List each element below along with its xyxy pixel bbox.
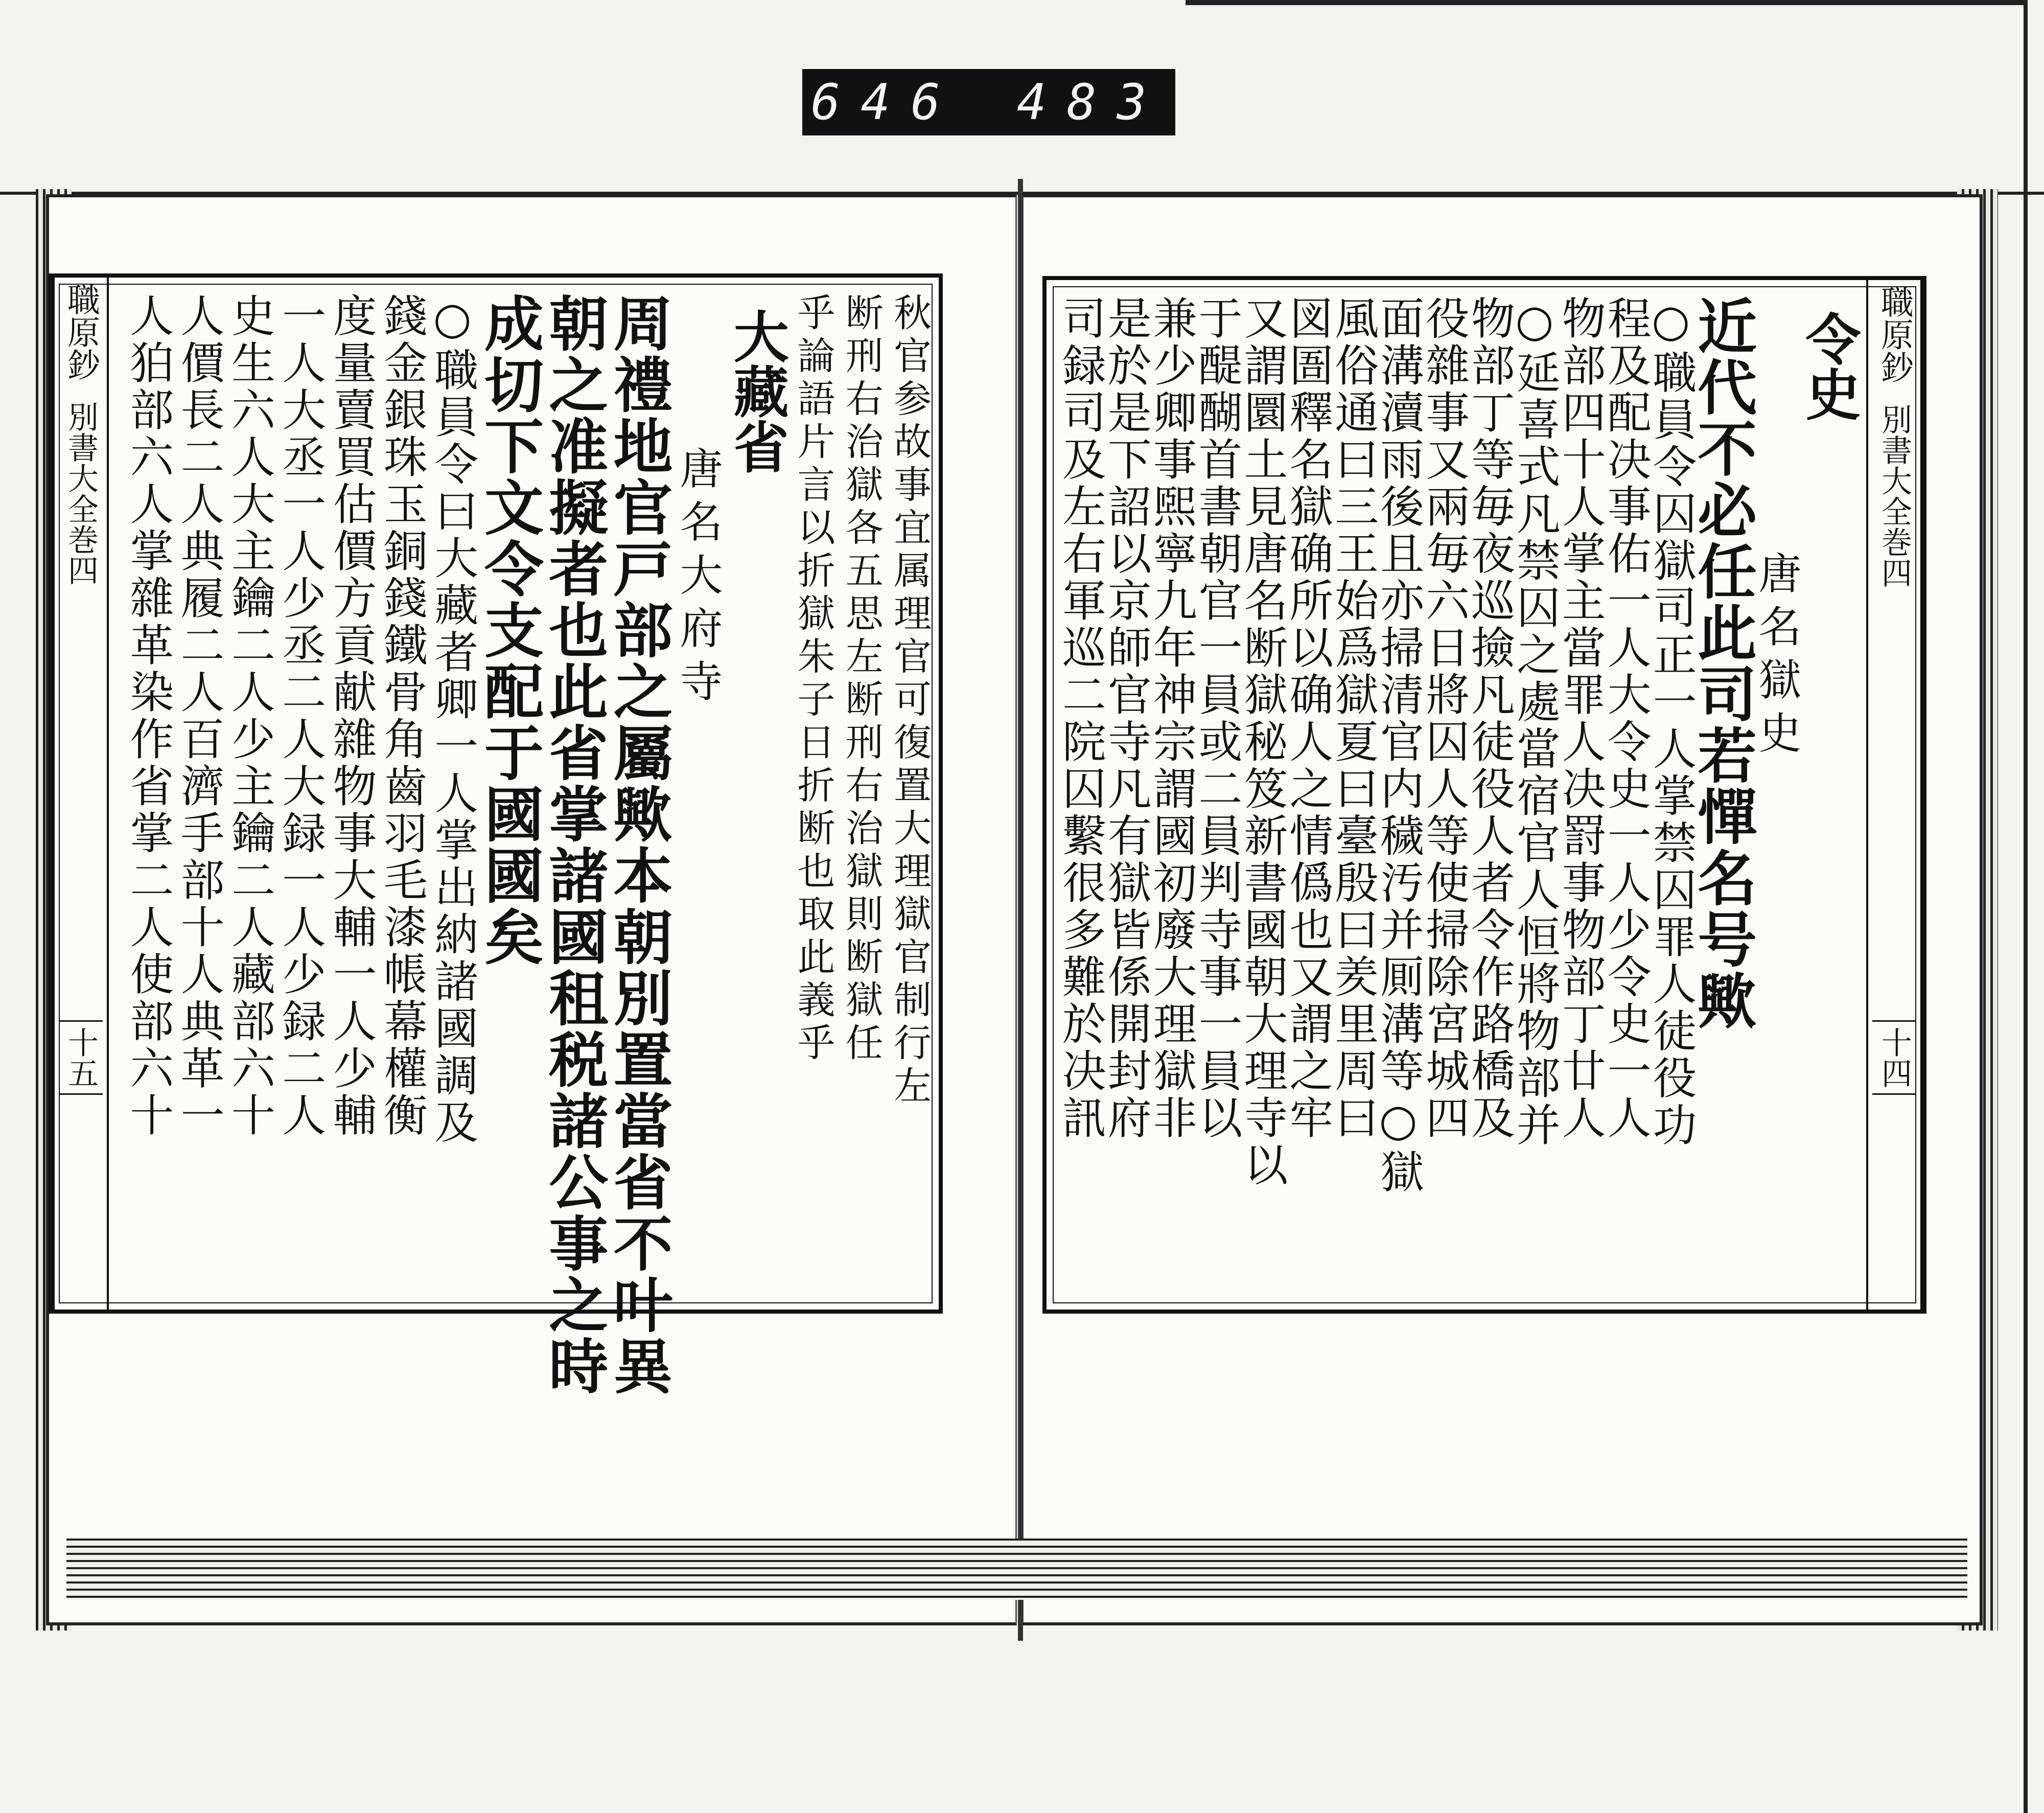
text-column: 唐名大府寺	[672, 446, 723, 712]
right-text-frame	[1042, 276, 1926, 1314]
scan-border-line	[2024, 0, 2028, 1813]
text-column: 史生六人大主鑰二人少主鑰二人藏部六十	[223, 293, 275, 1139]
text-column: 成切下文令支配于國國矣	[474, 293, 544, 968]
text-column: 程及配决事佑一人大令史一人少令史一人	[1599, 295, 1651, 1142]
hashira-book-title: 職原鈔	[1875, 285, 1913, 383]
left-text-frame	[49, 273, 943, 1397]
text-column: 一人大丞一人少丞二人大録一人少録二人	[274, 293, 326, 1139]
hashira-volume-title: 別書大全巻四	[1876, 404, 1912, 588]
microfilm-frame-label	[802, 69, 1175, 135]
text-column: 人價長二人典履二人百濟手部十人典革一	[173, 293, 224, 1139]
text-column: 又謂圜土見唐名断獄秘笈新書國朝大理寺以	[1236, 295, 1288, 1189]
text-column: 朝之准擬者也此省掌諸國租税諸公事之時	[539, 293, 609, 1397]
text-column: 度量賣買估價方貢献雜物事大輔一人少輔	[325, 293, 377, 1139]
text-column: 図圄釋名獄确所以确人之情僞也又謂之牢	[1282, 295, 1333, 1142]
film-frame-number: 483	[1017, 74, 1167, 131]
hashira-book-title: 職原鈔	[62, 283, 100, 381]
text-column: 于醍醐首書朝官一員或二員判寺事一員以	[1191, 295, 1242, 1142]
text-column: 唐名獄史	[1752, 551, 1802, 764]
text-column: 面溝瀆雨後且亦掃清官内穢汚并厠溝等○獄	[1373, 295, 1424, 1196]
text-column: 乎論語片言以折獄朱子日折断也取此義乎	[791, 293, 835, 1066]
hashira-volume-title: 別書大全巻四	[63, 401, 99, 585]
text-column: 役雜事又兩毎六日將囚人等使掃除宮城四	[1418, 295, 1470, 1142]
hashira-page-number: 十五	[59, 1020, 103, 1095]
text-column: 周禮地官戸部之屬歟本朝別置當省不叶異	[603, 293, 673, 1397]
left-hashira	[53, 278, 109, 1310]
right-text-columns	[1054, 295, 1861, 1294]
text-column: 秋官参故事宜属理官可復置大理獄官制行左	[888, 293, 932, 1109]
right-hashira	[1866, 280, 1922, 1310]
text-column: 兼少卿事煕寧九年神宗謂國初廢大理獄非	[1145, 295, 1197, 1142]
left-text-columns	[119, 293, 932, 1397]
text-column: 人狛部六人掌雜革染作省掌二人使部六十	[122, 293, 174, 1139]
section-heading: 大藏省	[724, 308, 789, 474]
text-column: 錢金銀珠玉銅錢鐵骨角齒羽毛漆帳幕權衡	[376, 293, 427, 1139]
scan-border-line	[1186, 0, 2024, 5]
hashira-page-number: 十四	[1872, 1020, 1916, 1095]
text-column: 司録司及左右軍巡二院囚繫很多難於决訊	[1054, 295, 1106, 1142]
text-column: 物部丁等毎夜巡撿凡徒役人者令作路橋及	[1463, 295, 1515, 1142]
page-edges-bottom	[66, 1539, 1967, 1600]
text-column: ○職員令囚獄司正一人掌禁囚罪人徒役功	[1645, 295, 1697, 1149]
text-column: ○延喜式凡禁囚之處當宿官人恒將物部并	[1508, 295, 1560, 1149]
section-heading: 令史	[1796, 311, 1861, 421]
text-column: ○職員令曰大藏者卿一人掌出納諸國調及	[427, 293, 478, 1146]
text-column: 風俗通曰三王始爲獄夏曰臺殷曰羑里周曰	[1327, 295, 1379, 1142]
text-column: 断刑右治獄各五思左断刑右治獄則断獄任	[839, 293, 884, 1066]
book-spine	[1018, 179, 1023, 1641]
text-column: 物部四十人掌主當罪人决罸事物部丁廿人	[1554, 295, 1606, 1142]
text-column: 近代不必任此司若憚名号歟	[1687, 295, 1757, 1031]
film-reel-number: 646	[810, 74, 961, 131]
text-column: 是於是下詔以京師官寺凡有獄皆係開封府	[1100, 295, 1151, 1142]
